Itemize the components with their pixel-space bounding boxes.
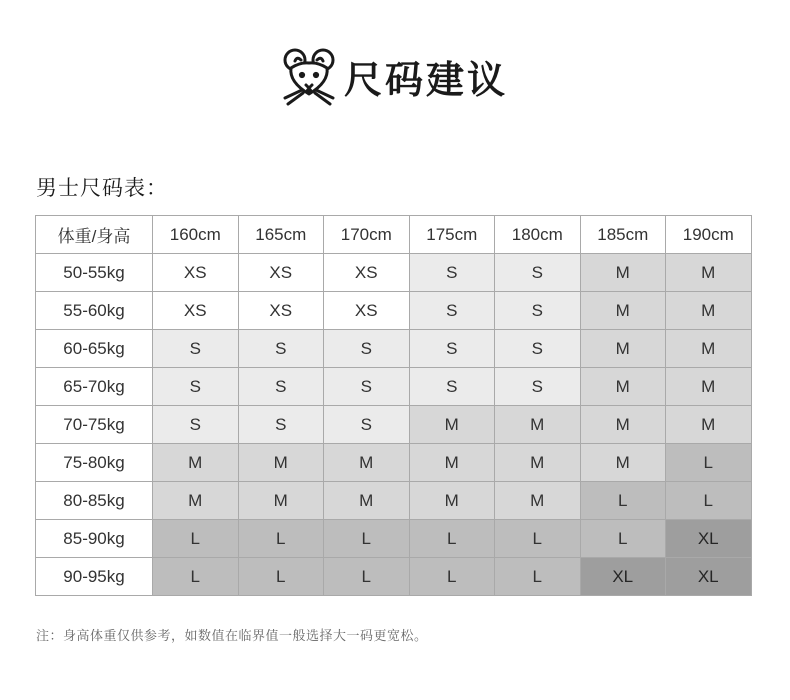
size-cell: S — [324, 406, 410, 444]
size-cell: L — [238, 558, 324, 596]
size-cell: L — [666, 444, 752, 482]
weight-cell: 65-70kg — [36, 368, 153, 406]
size-cell: M — [580, 444, 666, 482]
table-body — [36, 254, 752, 596]
size-cell: M — [153, 444, 239, 482]
size-cell: S — [495, 330, 581, 368]
size-cell: L — [580, 520, 666, 558]
height-header: 160cm — [153, 216, 239, 254]
table-row — [36, 482, 752, 520]
size-cell: XL — [666, 520, 752, 558]
size-cell: XS — [238, 254, 324, 292]
size-table — [35, 215, 752, 596]
size-cell: S — [238, 406, 324, 444]
size-cell: M — [666, 406, 752, 444]
page-title: 尺码建议 — [343, 57, 508, 102]
height-header: 165cm — [238, 216, 324, 254]
size-cell: M — [495, 482, 581, 520]
size-cell: XS — [238, 292, 324, 330]
size-cell: S — [238, 368, 324, 406]
size-cell: XS — [153, 254, 239, 292]
table-row — [36, 292, 752, 330]
size-cell: M — [409, 406, 495, 444]
size-cell: S — [409, 254, 495, 292]
weight-cell: 55-60kg — [36, 292, 153, 330]
size-cell: S — [495, 292, 581, 330]
weight-cell: 50-55kg — [36, 254, 153, 292]
size-cell: M — [666, 254, 752, 292]
size-cell: S — [324, 330, 410, 368]
table-row — [36, 368, 752, 406]
table-row — [36, 254, 752, 292]
size-cell: L — [666, 482, 752, 520]
size-cell: L — [409, 520, 495, 558]
header — [0, 46, 790, 106]
size-cell: M — [666, 292, 752, 330]
size-cell: M — [324, 482, 410, 520]
size-cell: M — [580, 368, 666, 406]
size-cell: M — [153, 482, 239, 520]
size-cell: S — [153, 368, 239, 406]
size-cell: M — [666, 368, 752, 406]
table-row — [36, 330, 752, 368]
size-cell: S — [238, 330, 324, 368]
size-cell: XS — [153, 292, 239, 330]
size-cell: M — [580, 292, 666, 330]
size-cell: L — [238, 520, 324, 558]
size-cell: L — [153, 558, 239, 596]
size-cell: M — [580, 406, 666, 444]
size-cell: M — [409, 444, 495, 482]
size-cell: M — [580, 254, 666, 292]
header-row — [36, 216, 752, 254]
weight-cell: 85-90kg — [36, 520, 153, 558]
table-row — [36, 558, 752, 596]
size-cell: M — [238, 482, 324, 520]
height-header: 190cm — [666, 216, 752, 254]
size-cell: M — [238, 444, 324, 482]
size-cell: S — [409, 330, 495, 368]
size-cell: L — [324, 520, 410, 558]
size-cell: M — [324, 444, 410, 482]
size-cell: L — [409, 558, 495, 596]
size-cell: S — [153, 330, 239, 368]
height-header: 170cm — [324, 216, 410, 254]
weight-cell: 75-80kg — [36, 444, 153, 482]
height-header: 185cm — [580, 216, 666, 254]
size-cell: S — [409, 292, 495, 330]
size-cell: S — [324, 368, 410, 406]
section-heading: 男士尺码表： — [36, 176, 168, 200]
size-cell: L — [324, 558, 410, 596]
size-cell: S — [495, 368, 581, 406]
size-cell: XL — [580, 558, 666, 596]
table-row — [36, 406, 752, 444]
footnote: 注：身高体重仅供参考，如数值在临界值一般选择大一码更宽松。 — [36, 629, 428, 644]
weight-cell: 80-85kg — [36, 482, 153, 520]
size-cell: M — [495, 406, 581, 444]
corner-header: 体重/身高 — [36, 216, 153, 254]
size-cell: L — [580, 482, 666, 520]
size-cell: XS — [324, 292, 410, 330]
size-cell: M — [495, 444, 581, 482]
size-cell: L — [495, 558, 581, 596]
size-cell: L — [153, 520, 239, 558]
size-cell: L — [495, 520, 581, 558]
size-cell: XS — [324, 254, 410, 292]
size-cell: M — [666, 330, 752, 368]
weight-cell: 70-75kg — [36, 406, 153, 444]
table-row — [36, 520, 752, 558]
size-cell: M — [580, 330, 666, 368]
size-cell: S — [495, 254, 581, 292]
mouse-face-icon — [282, 46, 336, 106]
height-header: 180cm — [495, 216, 581, 254]
size-cell: XL — [666, 558, 752, 596]
size-cell: S — [153, 406, 239, 444]
height-header: 175cm — [409, 216, 495, 254]
table-row — [36, 444, 752, 482]
size-cell: M — [409, 482, 495, 520]
weight-cell: 90-95kg — [36, 558, 153, 596]
size-cell: S — [409, 368, 495, 406]
weight-cell: 60-65kg — [36, 330, 153, 368]
